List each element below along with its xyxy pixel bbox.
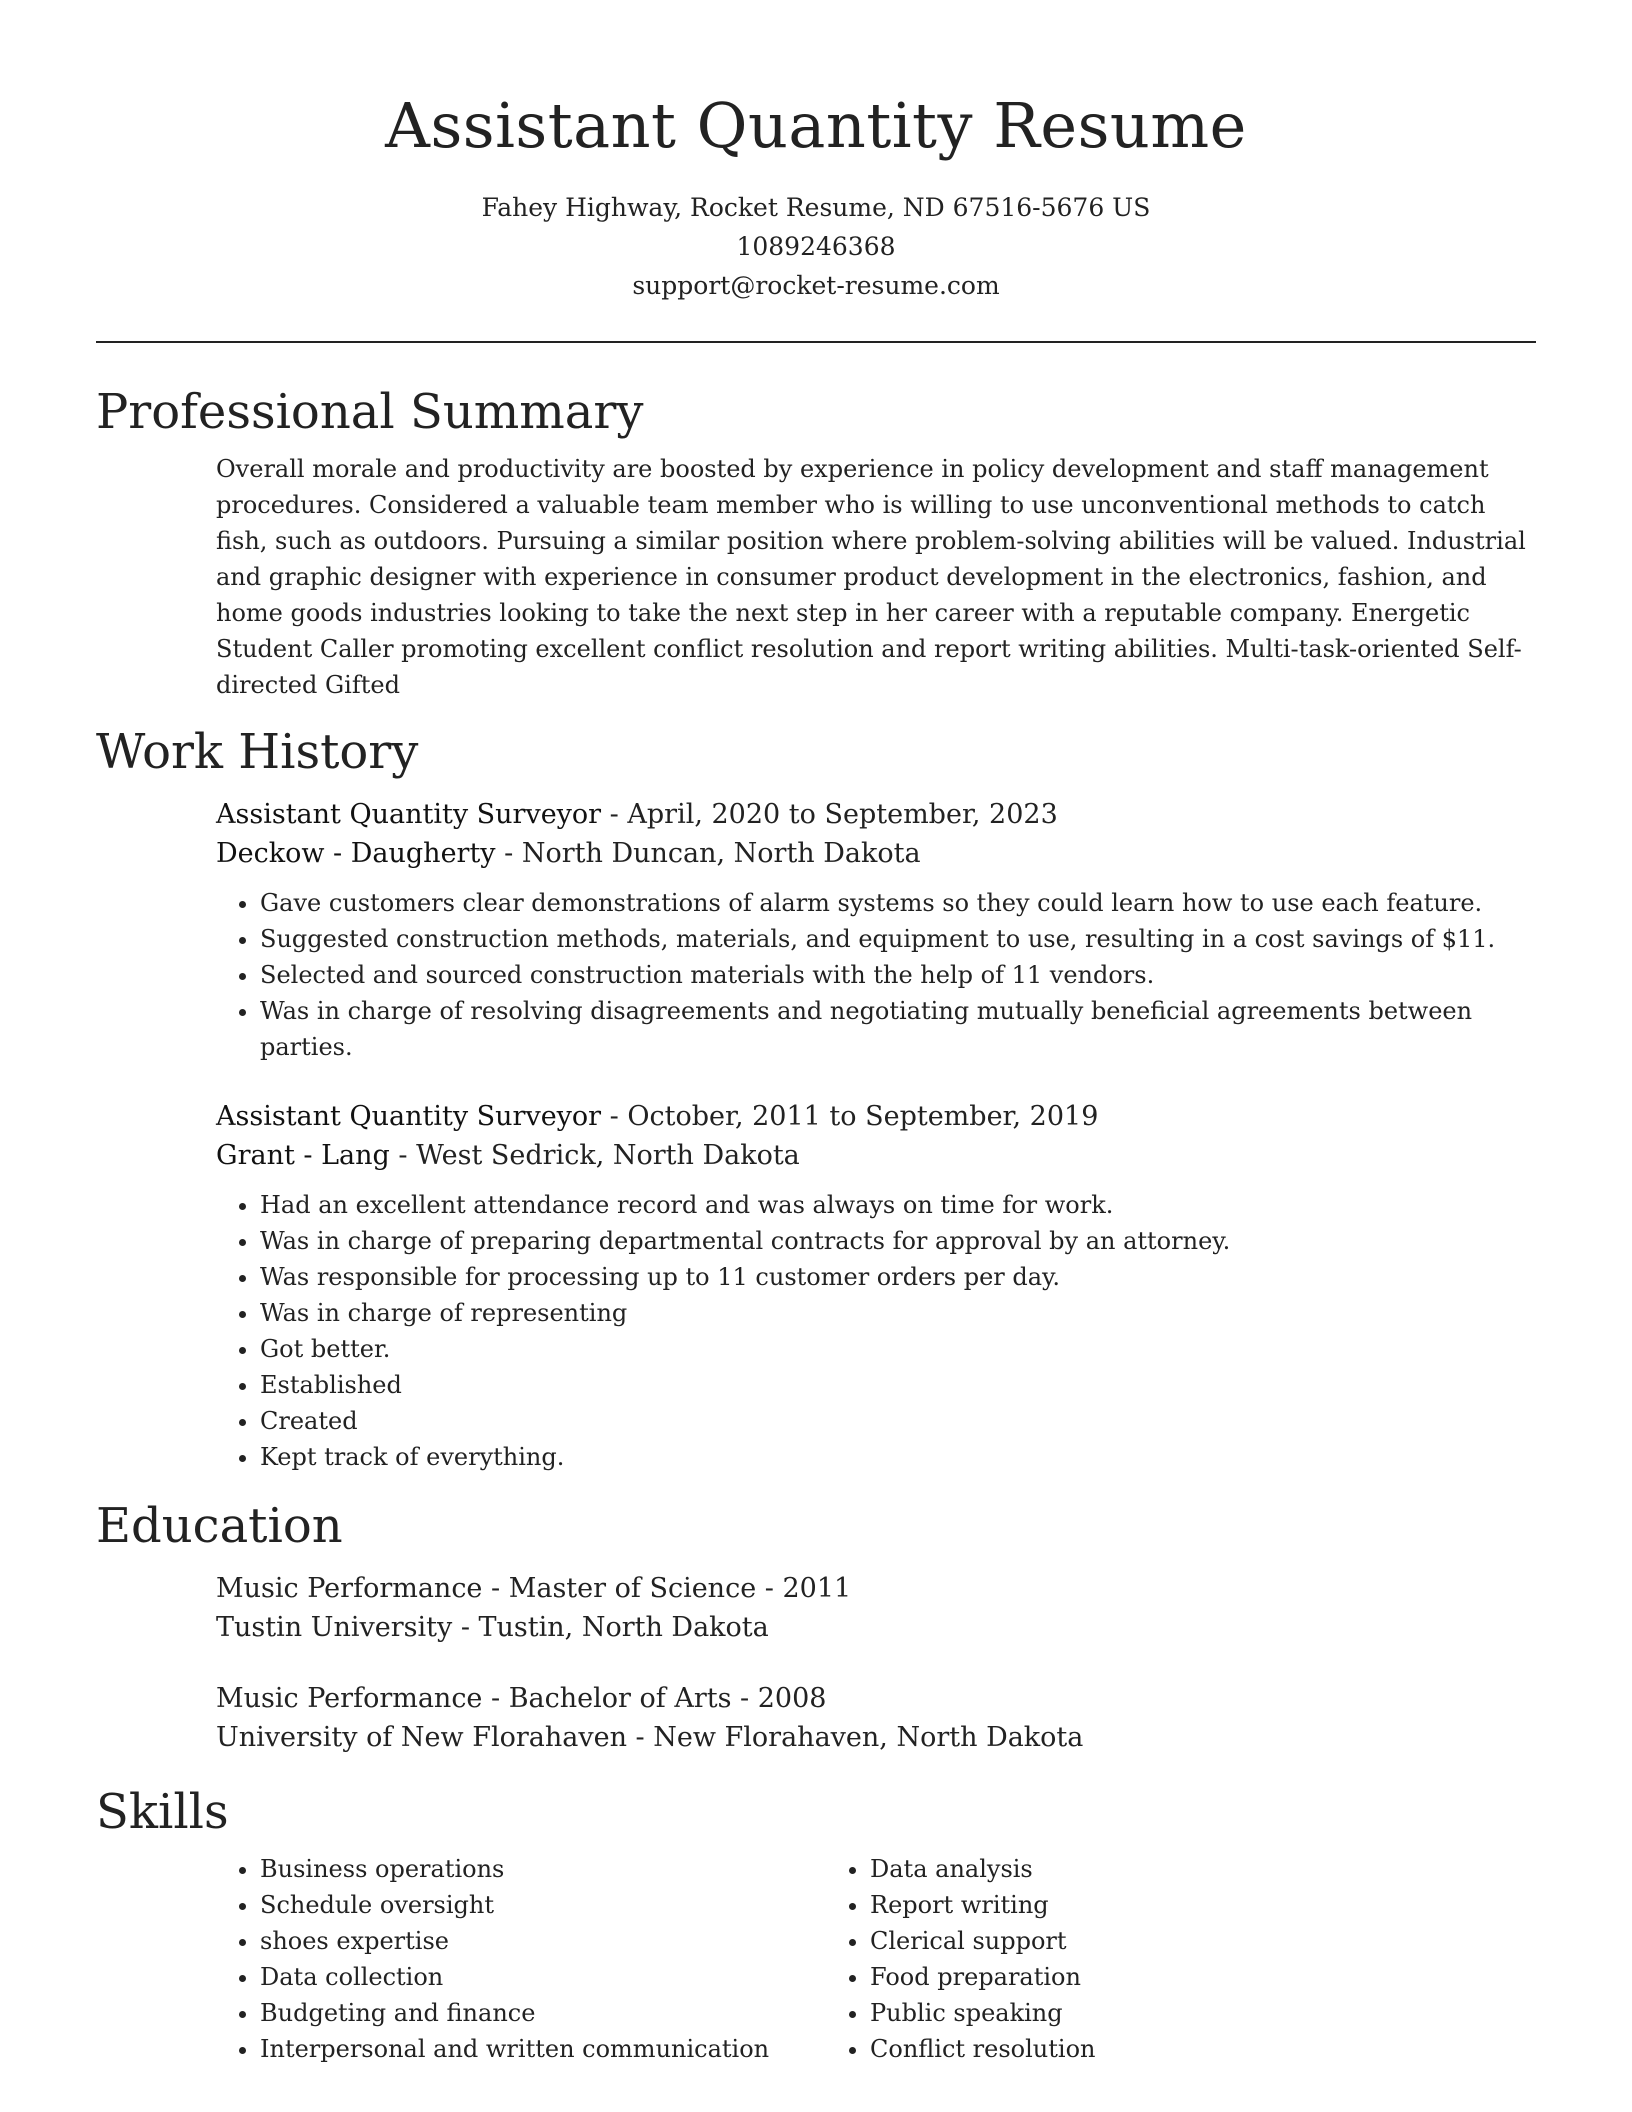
skill-item: • Schedule oversight bbox=[260, 1887, 826, 1923]
job-dates: - April, 2020 to September, 2023 bbox=[601, 799, 1058, 830]
job-location: - West Sedrick, North Dakota bbox=[389, 1140, 800, 1171]
education-heading: Education bbox=[96, 1498, 343, 1554]
job-company-line bbox=[216, 1136, 1536, 1175]
education-school-line bbox=[216, 1608, 1536, 1647]
job-bullet: • Created bbox=[260, 1403, 1536, 1439]
job-bullet: • Was in charge of resolving disagreements and negotiating mutually beneficial agreements between parties. bbox=[260, 993, 1536, 1065]
skills-list-right bbox=[826, 1851, 1436, 2067]
education-entry bbox=[216, 1679, 1536, 1757]
contact-block bbox=[96, 188, 1536, 305]
contact-address: Fahey Highway, Rocket Resume, ND 67516-5676 US bbox=[481, 193, 1151, 222]
job-bullet: • Kept track of everything. bbox=[260, 1439, 1536, 1475]
header-divider bbox=[96, 341, 1536, 343]
resume-title: Assistant Quantity Resume bbox=[385, 89, 1247, 162]
job-role: Assistant Quantity Surveyor bbox=[216, 799, 602, 830]
education-degree-line bbox=[216, 1679, 1536, 1718]
job-bullets bbox=[216, 885, 1536, 1065]
job-bullet: • Had an excellent attendance record and was always on time for work. bbox=[260, 1187, 1536, 1223]
job-entry bbox=[216, 1097, 1536, 1475]
job-entry bbox=[216, 795, 1536, 1065]
job-bullet: • Was responsible for processing up to 11 customer orders per day. bbox=[260, 1259, 1536, 1295]
work-section bbox=[96, 719, 1536, 1475]
skill-item: • Data analysis bbox=[870, 1851, 1436, 1887]
skills-section bbox=[96, 1779, 1536, 2067]
work-heading: Work History bbox=[96, 724, 419, 780]
job-title-line bbox=[216, 1097, 1536, 1136]
skill-item: • Clerical support bbox=[870, 1923, 1436, 1959]
job-bullet: • Established bbox=[260, 1367, 1536, 1403]
job-bullet: • Suggested construction methods, materials, and equipment to use, resulting in a cost savings of $11. bbox=[260, 921, 1536, 957]
skill-item: • Business operations bbox=[260, 1851, 826, 1887]
education-school: University of New Florahaven bbox=[216, 1722, 627, 1753]
contact-phone: 1089246368 bbox=[736, 232, 896, 261]
summary-section bbox=[96, 379, 1536, 703]
job-bullet: • Got better. bbox=[260, 1331, 1536, 1367]
job-bullet: • Was in charge of representing bbox=[260, 1295, 1536, 1331]
skill-item: • Public speaking bbox=[870, 1995, 1436, 2031]
skills-heading: Skills bbox=[96, 1784, 229, 1840]
skill-item: • Budgeting and finance bbox=[260, 1995, 826, 2031]
summary-text: Overall morale and productivity are boosted by experience in policy development and staff management procedures. Considered a valuable team member who is willing to use unconventional methods to catch fish, such as outdoors. Pursuing a similar position where problem-solving abilities will be valued. Industrial and graphic designer with experience in consumer product development in the electronics, fashion, and home goods industries looking to take the next step in her career with a reputable company. Energetic Student Caller promoting excellent conflict resolution and report writing abilities. Multi-task-oriented Self-directed Gifted bbox=[216, 455, 1526, 699]
job-title-line bbox=[216, 795, 1536, 834]
education-school: Tustin University bbox=[216, 1612, 453, 1643]
education-location: - New Florahaven, North Dakota bbox=[626, 1722, 1084, 1753]
skill-item: • Conflict resolution bbox=[870, 2031, 1436, 2067]
job-company: Deckow - Daugherty bbox=[216, 838, 496, 869]
education-degree-line bbox=[216, 1569, 1536, 1608]
education-field: Music Performance - Bachelor of Arts bbox=[216, 1683, 732, 1714]
education-location: - Tustin, North Dakota bbox=[452, 1612, 769, 1643]
job-company: Grant - Lang bbox=[216, 1140, 390, 1171]
skills-list-left bbox=[216, 1851, 826, 2067]
job-bullets bbox=[216, 1187, 1536, 1475]
education-school-line bbox=[216, 1718, 1536, 1757]
skill-item: • shoes expertise bbox=[260, 1923, 826, 1959]
skill-item: • Food preparation bbox=[870, 1959, 1436, 1995]
education-year: - 2008 bbox=[731, 1683, 827, 1714]
education-section bbox=[96, 1493, 1536, 1757]
job-bullet: • Was in charge of preparing departmental contracts for approval by an attorney. bbox=[260, 1223, 1536, 1259]
job-location: - North Duncan, North Dakota bbox=[495, 838, 921, 869]
job-role: Assistant Quantity Surveyor bbox=[216, 1101, 602, 1132]
summary-heading: Professional Summary bbox=[96, 384, 644, 440]
skill-item: • Interpersonal and written communication bbox=[260, 2031, 826, 2067]
contact-email: support@rocket-resume.com bbox=[632, 271, 1000, 300]
skill-item: • Report writing bbox=[870, 1887, 1436, 1923]
job-bullet: • Gave customers clear demonstrations of alarm systems so they could learn how to use each feature. bbox=[260, 885, 1536, 921]
skill-item: • Data collection bbox=[260, 1959, 826, 1995]
education-field: Music Performance - Master of Science bbox=[216, 1573, 757, 1604]
skills-columns bbox=[216, 1851, 1536, 2067]
education-year: - 2011 bbox=[756, 1573, 852, 1604]
job-bullet: • Selected and sourced construction materials with the help of 11 vendors. bbox=[260, 957, 1536, 993]
job-company-line bbox=[216, 834, 1536, 873]
education-entry bbox=[216, 1569, 1536, 1647]
job-dates: - October, 2011 to September, 2019 bbox=[601, 1101, 1099, 1132]
resume-header bbox=[96, 0, 1536, 305]
